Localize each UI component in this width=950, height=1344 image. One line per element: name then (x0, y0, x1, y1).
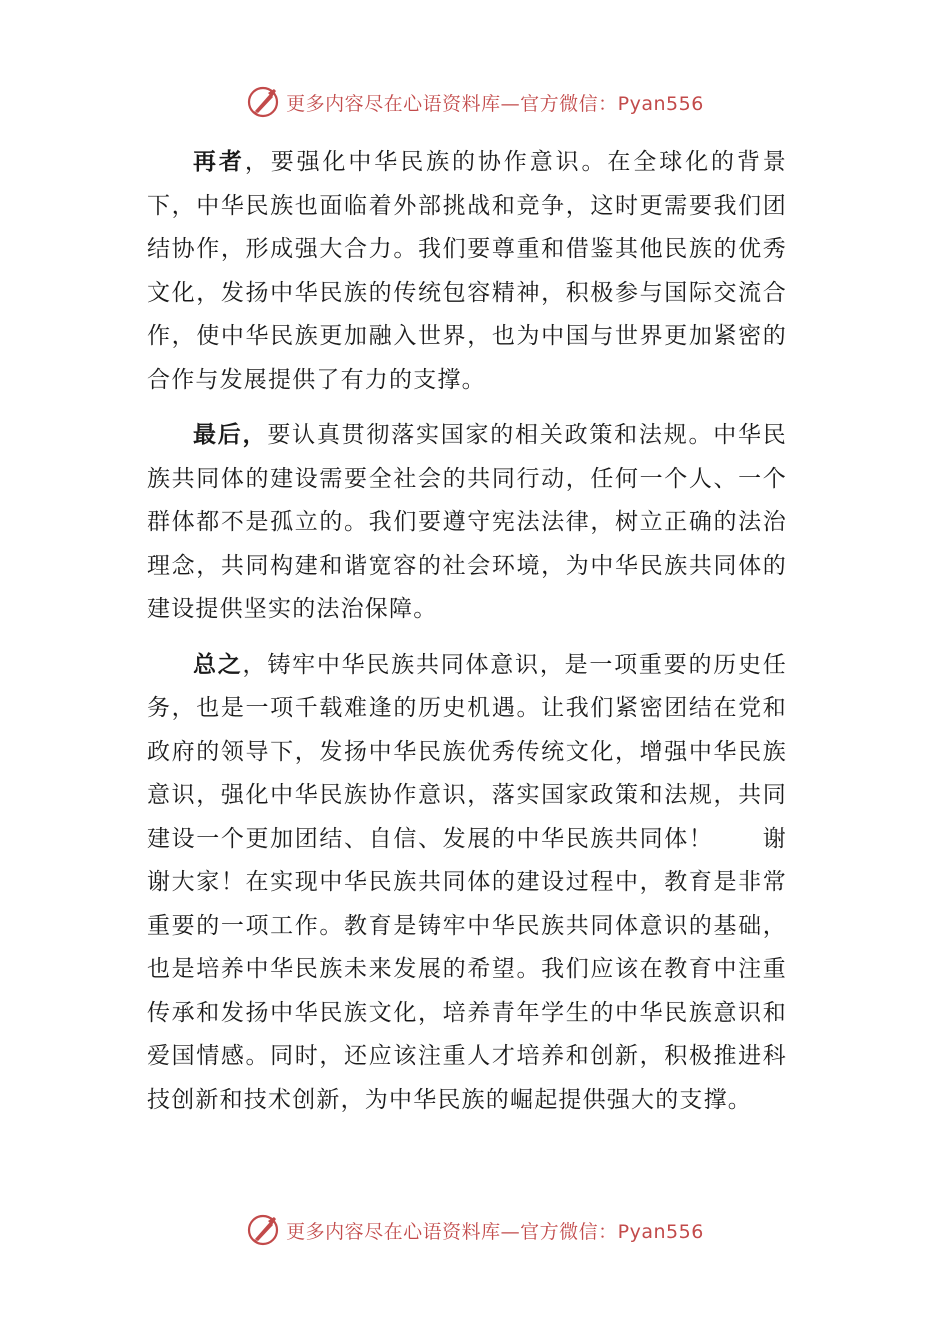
document-body (147, 140, 787, 1133)
quill-pen-logo-icon (246, 1213, 280, 1247)
footer-banner (0, 1210, 950, 1250)
footer-banner-id: Pyan556 (617, 1220, 704, 1243)
footer-banner-label: 更多内容尽在心语资料库—官方微信： (286, 1220, 618, 1243)
paragraph-text: ，铸牢中华民族共同体意识，是一项重要的历史任务，也是一项千载难逢的历史机遇。让我们紧密团结在党和政府的领导下，发扬中华民族优秀传统文化，增强中华民族意识，强化中华民族协作意识，落实国家政策和法规，共同建设一个更加团结、自信、发展的中华民族共同体！ 谢谢大家！在实现中华民族共同体的建设过程中，教育是非常重要的一项工作。教育是铸牢中华民族共同体意识的基础，也是培养中华民族未来发展的希望。我们应该在教育中注重传承和发扬中华民族文化，培养青年学生的中华民族意识和爱国情感。同时，还应该注重人才培养和创新，积极推进科技创新和技术创新，为中华民族的崛起提供强大的支撑。 (147, 651, 787, 1113)
footer-banner-text (286, 1217, 704, 1244)
paragraph-text: ，要强化中华民族的协作意识。在全球化的背景下，中华民族也面临着外部挑战和竞争，这时更需要我们团结协作，形成强大合力。我们要尊重和借鉴其他民族的优秀文化，发扬中华民族的传统包容精神，积极参与国际交流合作，使中华民族更加融入世界，也为中国与世界更加紧密的合作与发展提供了有力的支撑。 (147, 149, 788, 393)
header-banner-text (286, 89, 704, 116)
paragraph-text: 要认真贯彻落实国家的相关政策和法规。中华民族共同体的建设需要全社会的共同行动，任何一个人、一个群体都不是孤立的。我们要遵守宪法法律，树立正确的法治理念，共同构建和谐宽容的社会环境，为中华民族共同体的建设提供坚实的法治保障。 (147, 422, 787, 622)
paragraph-lead: 再者 (193, 148, 245, 175)
paragraph-lead: 总之 (193, 650, 243, 678)
quill-pen-logo-icon (246, 85, 280, 119)
paragraph-furthermore (147, 140, 787, 402)
header-banner-id: Pyan556 (617, 92, 704, 115)
paragraph-finally (147, 413, 787, 632)
header-banner (0, 82, 950, 122)
paragraph-in-conclusion (147, 643, 787, 1123)
header-banner-label: 更多内容尽在心语资料库—官方微信： (286, 92, 618, 115)
paragraph-lead: 最后， (193, 421, 268, 448)
